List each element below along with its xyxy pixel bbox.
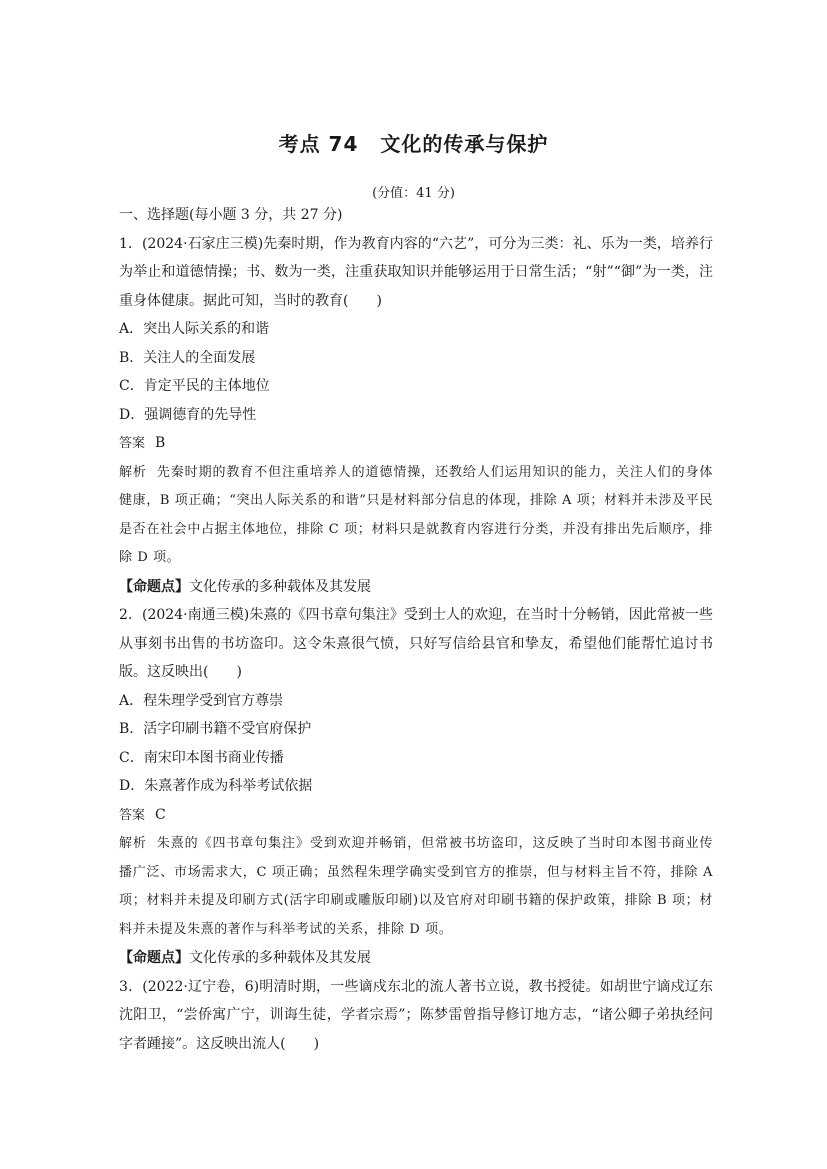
- answer-label: 答案: [119, 807, 146, 823]
- option-c: C．南宋印本图书商业传播: [119, 749, 284, 766]
- explanation: [119, 459, 713, 573]
- score-note: (分值：41 分): [372, 186, 455, 201]
- topic-tag: [119, 573, 713, 602]
- answer-value: C: [155, 806, 166, 823]
- answer-value: B: [155, 435, 166, 451]
- section-heading: 一、选择题(每小题 3 分，共 27 分): [119, 207, 343, 223]
- option-d: D．朱熹著作成为科举考试依据: [119, 778, 313, 794]
- question-stem: 2．(2024·南通三模)朱熹的《四书章句集注》受到士人的欢迎，在当时十分畅销，因此常被一些从事刻书出售的书坊盗印。这令朱熹很气愤，只好写信给县官和挚友，希望他们能帮忙追讨书版。这反映出( ): [119, 607, 713, 680]
- topic-tag-text: 文化传承的多种载体及其发展: [189, 950, 371, 966]
- option-c: C．肯定平民的主体地位: [119, 378, 270, 394]
- option-a: A．突出人际关系的和谐: [119, 321, 270, 337]
- option-b: B．关注人的全面发展: [119, 349, 256, 366]
- option-b: B．活字印刷书籍不受官府保护: [119, 721, 312, 737]
- answer-label: 答案: [119, 436, 146, 451]
- answer-line: [119, 801, 713, 831]
- topic-tag-text: 文化传承的多种载体及其发展: [189, 578, 371, 595]
- page-title: [0, 128, 827, 157]
- explanation: [119, 830, 713, 944]
- explanation-label: 解析: [119, 836, 147, 851]
- title-topic-number: 考点 74: [278, 132, 359, 156]
- topic-tag: [119, 944, 713, 973]
- topic-tag-label: 【命题点】: [119, 950, 189, 966]
- explanation-text: 朱熹的《四书章句集注》受到欢迎并畅销，但常被书坊盗印，这反映了当时印本图书商业传播广泛、市场需求大，C 项正确；虽然程朱理学确实受到官方的推崇，但与材料主旨不符，排除 A 项；材料并未提及印刷方式(活字印刷或雕版印刷)以及官府对印刷书籍的保护政策，排除 B 项；材料并未提及朱熹的著作与科举考试的关系，排除 D 项。: [119, 836, 713, 937]
- question-stem: 3．(2022·辽宁卷，6)明清时期，一些谪戍东北的流人著书立说，教书授徒。如胡世宁谪戍辽东沈阳卫，“尝侨寓广宁，训诲生徒，学者宗焉”；陈梦雷曾指导修订地方志，“诸公卿子弟执经问字者踵接”。这反映出流人( ): [119, 978, 713, 1052]
- question-1: [119, 230, 713, 602]
- question-2: [119, 601, 713, 973]
- answer-line: [119, 429, 713, 459]
- title-topic-name: 文化的传承与保护: [380, 132, 549, 156]
- explanation-label: 解析: [119, 464, 147, 480]
- question-stem: 1．(2024·石家庄三模)先秦时期，作为教育内容的“六艺”，可分为三类：礼、乐为一类，培养行为举止和道德情操；书、数为一类，注重获取知识并能够运用于日常生活；“射”“御”为一类，注重身体健康。据此可知，当时的教育( ): [119, 235, 713, 309]
- document-body: [119, 201, 713, 1058]
- topic-tag-label: 【命题点】: [119, 578, 189, 595]
- option-a: A．程朱理学受到官方尊崇: [119, 692, 284, 709]
- explanation-text: 先秦时期的教育不但注重培养人的道德情操，还教给人们运用知识的能力，关注人们的身体健康，B 项正确；“突出人际关系的和谐”只是材料部分信息的体现，排除 A 项；材料并未涉及平民是否在社会中占据主体地位，排除 C 项；材料只是就教育内容进行分类，并没有排出先后顺序，排除 D 项。: [119, 464, 713, 565]
- question-3: [119, 973, 713, 1059]
- option-d: D．强调德育的先导性: [119, 406, 257, 423]
